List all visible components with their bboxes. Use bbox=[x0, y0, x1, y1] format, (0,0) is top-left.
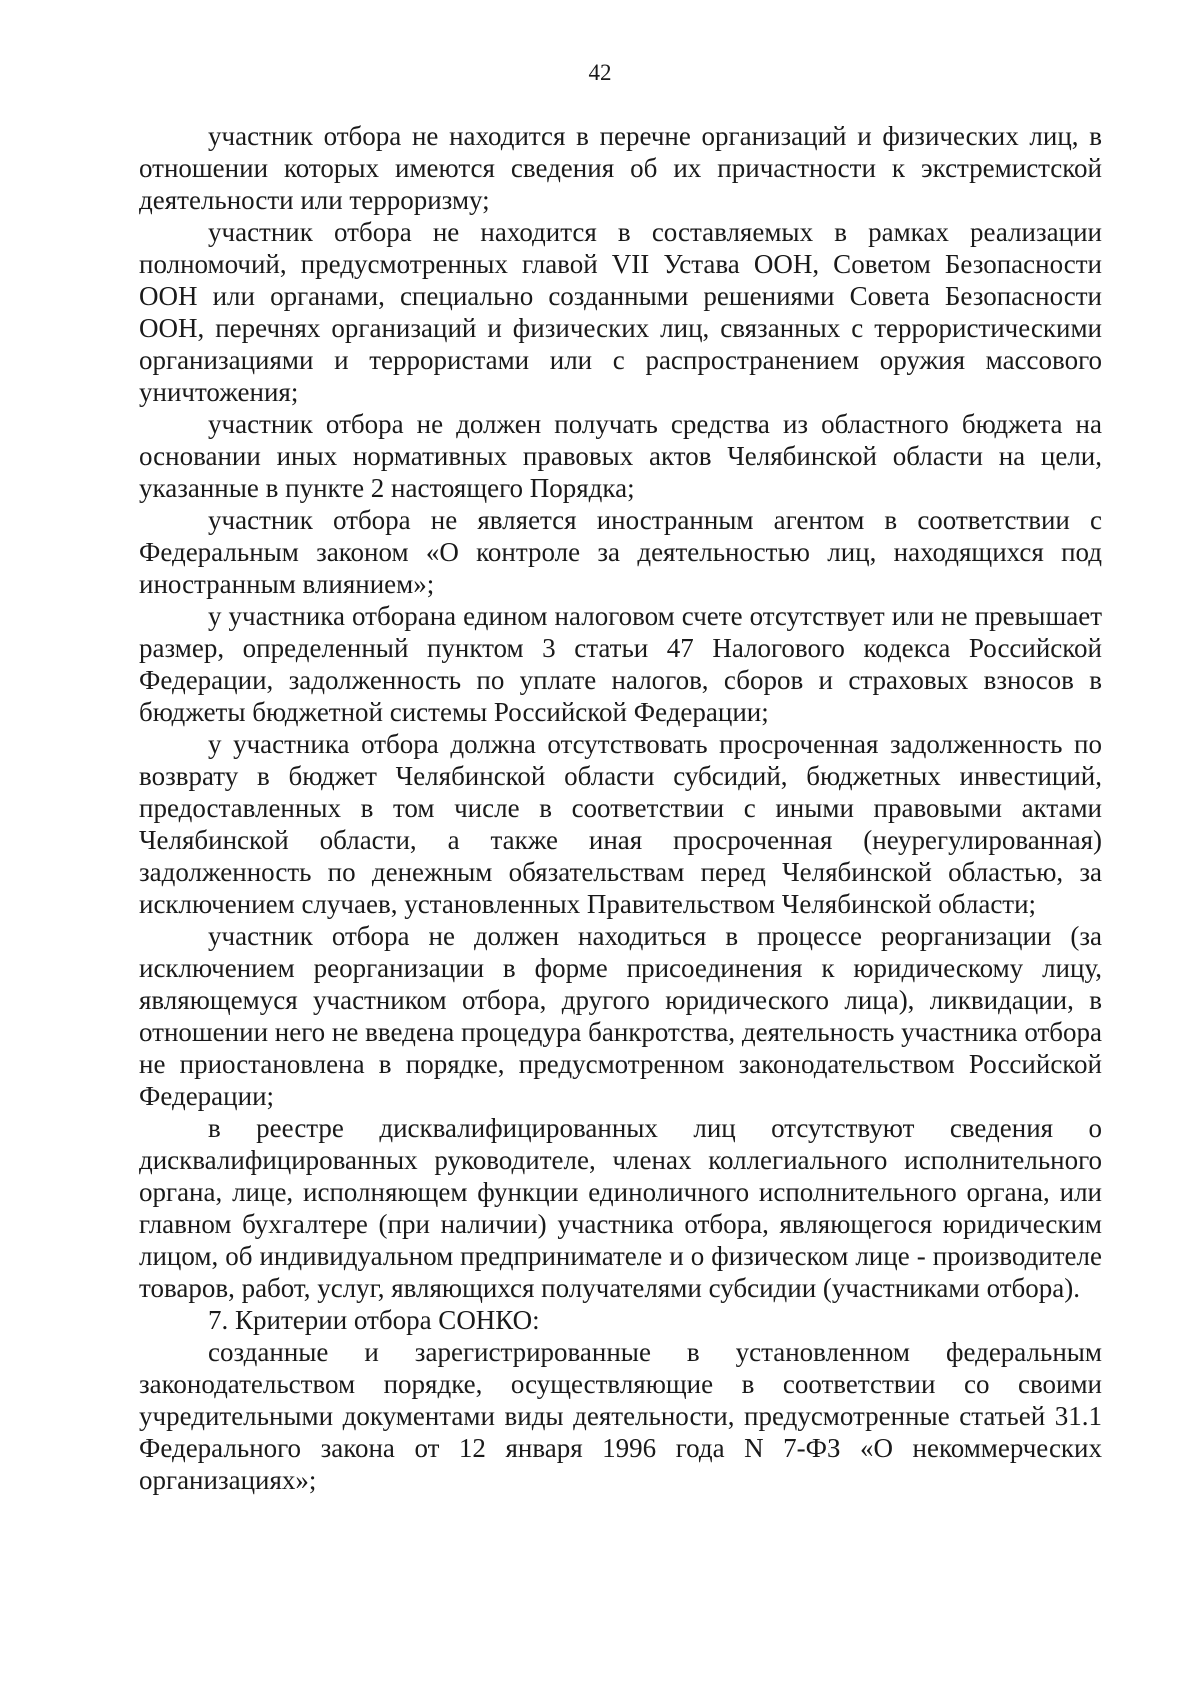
page-number: 42 bbox=[588, 60, 612, 85]
paragraph-extremism-list: участник отбора не находится в перечне организаций и физических лиц, в отношении которых имеются сведения об их причастности к экстремистской деятельности или терроризму; bbox=[139, 121, 1102, 215]
paragraph-no-other-budget-funds: участник отбора не должен получать средства из областного бюджета на основании иных нормативных правовых актов Челябинской области на цели, указанные в пункте 2 настоящего Порядка; bbox=[139, 409, 1102, 503]
paragraph-un-sanctions-list: участник отбора не находится в составляемых в рамках реализации полномочий, предусмотренных главой VII Устава ООН, Советом Безопасности ООН или органами, специально созданными решениями Совета Безопасности ООН, перечнях организаций и физических лиц, связанных с террористическими организациями и террористами или с распространением оружия массового уничтожения; bbox=[139, 217, 1102, 407]
paragraph-tax-debt: у участника отборана едином налоговом счете отсутствует или не превышает размер, определенный пунктом 3 статьи 47 Налогового кодекса Российской Федерации, задолженность по уплате налогов, сборов и страховых взносов в бюджеты бюджетной системы Российской Федерации; bbox=[139, 601, 1102, 727]
paragraph-registered-nko: созданные и зарегистрированные в установленном федеральным законодательством порядке, осуществляющие в соответствии со своими учредительными документами виды деятельности, предусмотренные статьей 31.1 Федерального закона от 12 января 1996 года N 7-ФЗ «О некоммерческих организациях»; bbox=[139, 1337, 1102, 1495]
document-body bbox=[139, 120, 1102, 1496]
paragraph-not-foreign-agent: участник отбора не является иностранным агентом в соответствии с Федеральным законом «О контроле за деятельностью лиц, находящихся под иностранным влиянием»; bbox=[139, 505, 1102, 599]
paragraph-no-reorganization: участник отбора не должен находиться в процессе реорганизации (за исключением реорганизации в форме присоединения к юридическому лицу, являющемуся участником отбора, другого юридического лица), ликвидации, в отношении него не введена процедура банкротства, деятельность участника отбора не приостановлена в порядке, предусмотренном законодательством Российской Федерации; bbox=[139, 921, 1102, 1111]
paragraph-disqualified-persons: в реестре дисквалифицированных лиц отсутствуют сведения о дисквалифицированных руководителе, членах коллегиального исполнительного органа, лице, исполняющем функции единоличного исполнительного органа, или главном бухгалтере (при наличии) участника отбора, являющегося юридическим лицом, об индивидуальном предпринимателе и о физическом лице - производителе товаров, работ, услуг, являющихся получателями субсидии (участниками отбора). bbox=[139, 1113, 1102, 1303]
paragraph-overdue-debt: у участника отбора должна отсутствовать просроченная задолженность по возврату в бюджет Челябинской области субсидий, бюджетных инвестиций, предоставленных в том числе в соответствии с иными правовыми актами Челябинской области, а также иная просроченная (неурегулированная) задолженность по денежным обязательствам перед Челябинской областью, за исключением случаев, установленных Правительством Челябинской области; bbox=[139, 729, 1102, 919]
heading-sonko-criteria: 7. Критерии отбора СОНКО: bbox=[208, 1305, 540, 1335]
